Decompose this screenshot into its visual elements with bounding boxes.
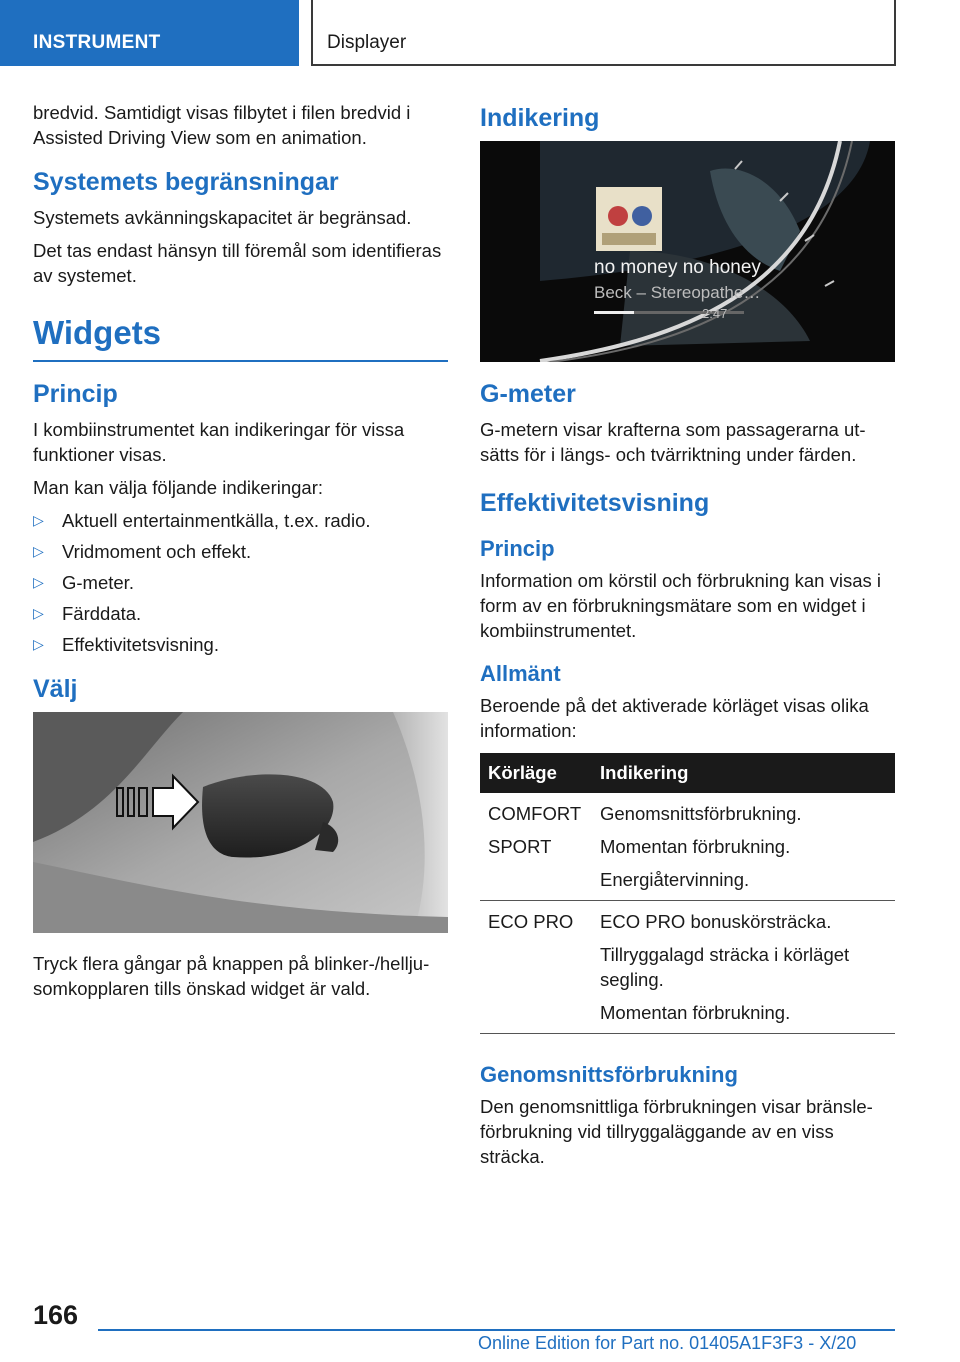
list-item: ▷ Vridmoment och effekt. (33, 541, 252, 562)
list-item: ▷ Effektivitetsvisning. (33, 634, 219, 655)
table-header-mode: Körläge (480, 753, 592, 793)
list-item: ▷ Aktuell entertainmentkälla, t.ex. radio. (33, 510, 371, 531)
widgets-heading: Widgets (33, 314, 448, 362)
list-item: ▷ G-meter. (33, 572, 134, 593)
eff-princip-heading: Princip (480, 536, 555, 561)
instrument-cluster-figure (480, 141, 895, 362)
right-column (480, 100, 895, 1177)
stalk-button-figure (33, 712, 448, 933)
list-item: ▷ Färddata. (33, 603, 142, 624)
section-tab: INSTRUMENT (0, 0, 299, 66)
page-number: 166 (33, 1300, 79, 1330)
table-cell-mode: ECO PRO (480, 901, 592, 1034)
table-cell-indication: Genomsnittsförbrukning. Momentan förbrukning. Energiåtervinning. (592, 793, 895, 901)
triangle-bullet-icon: ▷ (33, 574, 44, 590)
cluster-screen-illustration (480, 141, 895, 362)
drive-mode-table (480, 753, 895, 1034)
indikering-heading: Indikering (480, 104, 600, 132)
triangle-bullet-icon: ▷ (33, 636, 44, 652)
triangle-bullet-icon: ▷ (33, 512, 44, 528)
valj-paragraph: Tryck flera gångar på knappen på blinker-/helljusomkopplaren tills önskad widget är vald. (33, 953, 430, 999)
allmant-heading: Allmänt (480, 661, 561, 686)
table-cell-indication: ECO PRO bonuskörsträcka. Tillryggalagd sträcka i körläget segling. Momentan förbrukning. (592, 901, 895, 1034)
indication-list (33, 508, 448, 657)
limits-paragraph-2: Det tas endast hänsyn till föremål som identifieras av systemet. (33, 240, 442, 286)
triangle-bullet-icon: ▷ (33, 605, 44, 621)
princip-paragraph-2: Man kan välja följande indikeringar: (33, 477, 324, 498)
edition-note: Online Edition for Part no. 01405A1F3F3 - X/20 (478, 1333, 857, 1353)
limits-heading: Systemets begränsningar (33, 168, 339, 196)
page-header (0, 0, 960, 66)
limits-paragraph-1: Systemets avkänningskapacitet är begränsad. (33, 207, 412, 228)
chapter-title: Displayer (311, 0, 896, 66)
eff-princip-paragraph: Information om körstil och förbrukning kan visas i form av en förbrukningsmätare som en widget i kombiinstrumentet. (480, 570, 882, 641)
stalk-illustration (33, 712, 448, 933)
left-column (33, 100, 448, 1009)
table-header-row (480, 753, 895, 793)
princip-paragraph-1: I kombiinstrumentet kan indikeringar för vissa funktioner visas. (33, 419, 405, 465)
footer-divider (98, 1329, 895, 1331)
allmant-paragraph: Beroende på det aktiverade körläget visas olika information: (480, 695, 869, 741)
gmeter-heading: G-meter (480, 380, 576, 408)
song-title: no money no honey (594, 257, 761, 278)
princip-heading: Princip (33, 380, 118, 408)
genomsnitt-heading: Genomsnittsförbrukning (480, 1062, 738, 1087)
intro-paragraph: bredvid. Samtidigt visas filbytet i filen bredvid i Assisted Driving View som en animation. (33, 102, 411, 148)
table-row (480, 901, 895, 1034)
valj-heading: Välj (33, 675, 78, 703)
genomsnitt-paragraph: Den genomsnittliga förbrukningen visar bränsleförbrukning vid tillryggaläggande av en viss sträcka. (480, 1096, 873, 1167)
gmeter-paragraph: G-metern visar krafterna som passagerarna utsätts för i längs- och tvärriktning under färden. (480, 419, 866, 465)
track-time: 2:47 (702, 306, 728, 321)
triangle-bullet-icon: ▷ (33, 543, 44, 559)
artist-name: Beck – Stereopathe… (594, 283, 761, 302)
table-header-indication: Indikering (592, 753, 895, 793)
table-row (480, 793, 895, 901)
table-cell-mode: COMFORT SPORT (480, 793, 592, 901)
efficiency-heading: Effektivitetsvisning (480, 489, 710, 517)
